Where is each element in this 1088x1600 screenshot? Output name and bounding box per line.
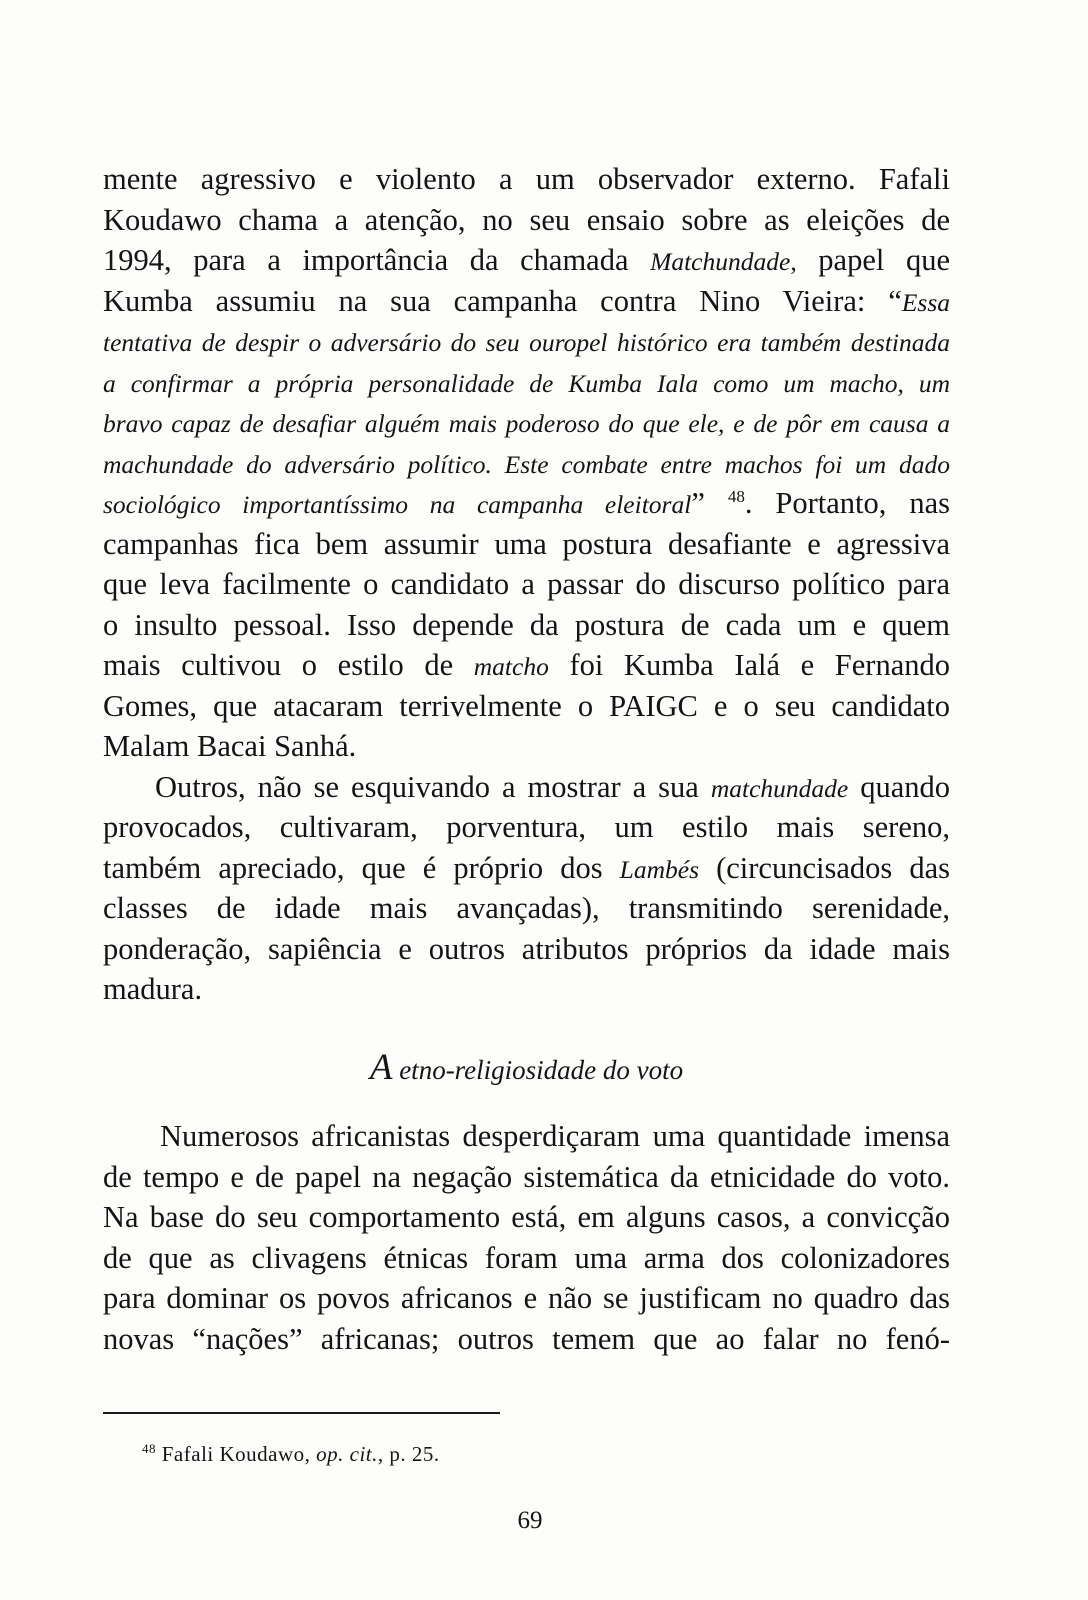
- text-segment: 1994, para a importância da chamada: [103, 243, 651, 277]
- paragraph-3: [103, 1116, 950, 1359]
- text-segment: também apreciado, que é próprio dos: [103, 850, 620, 885]
- text-line: [103, 1238, 950, 1279]
- section-heading: A etno-religiosidade do voto: [369, 1047, 684, 1088]
- italic-segment: sociológico importantíssimo na campanha eleitoral: [103, 490, 692, 519]
- text-segment: madura.: [103, 972, 203, 1006]
- text-segment: campanhas fica bem assumir uma postura desafiante e agressiva: [103, 526, 950, 561]
- text-line: [103, 726, 950, 767]
- paragraph-1: [103, 159, 950, 767]
- text-segment: (circuncisados das: [699, 850, 950, 885]
- text-line: [103, 1319, 950, 1360]
- footnote-text: Fafali Koudawo,: [156, 1442, 317, 1466]
- text-line: [103, 888, 950, 929]
- italic-segment: bravo capaz de desafiar alguém mais poderoso do que ele, e de pôr em causa a: [103, 409, 950, 438]
- italic-segment: Lambés: [619, 854, 700, 884]
- text-segment: mente agressivo e violento a um observador externo. Fafali: [103, 162, 950, 196]
- footnote-rule: [103, 1412, 500, 1414]
- text-line: [103, 524, 950, 565]
- paragraph-2: [103, 767, 950, 1010]
- text-segment: de tempo e de papel na negação sistemática da etnicidade do voto.: [103, 1159, 950, 1194]
- text-line: [103, 1116, 950, 1157]
- text-segment: mais cultivou o estilo de: [103, 648, 474, 682]
- text-line: [103, 1197, 950, 1238]
- footnote-reference: 48: [727, 487, 745, 506]
- text-line: [103, 200, 950, 241]
- text-line: [103, 321, 950, 362]
- italic-segment: Matchundade,: [650, 247, 797, 276]
- text-line: [103, 848, 950, 889]
- footnote-marker: 48: [142, 1441, 156, 1456]
- text-line: [103, 686, 950, 727]
- text-line: [103, 240, 950, 281]
- text-segment: Outros, não se esquivando a mostrar a sua: [155, 769, 711, 804]
- text-segment: novas “nações” africanas; outros temem que ao falar no fenó-: [103, 1321, 950, 1356]
- text-line: [103, 159, 950, 200]
- italic-segment: matcho: [473, 652, 549, 681]
- text-segment: . Portanto, nas: [744, 486, 950, 520]
- text-line: [103, 483, 950, 524]
- text-segment: Numerosos africanistas desperdiçaram uma quantidade imensa: [160, 1119, 950, 1153]
- text-segment: quando: [848, 769, 950, 804]
- text-segment: papel que: [796, 243, 950, 277]
- text-segment: provocados, cultivaram, porventura, um estilo mais sereno,: [103, 810, 950, 844]
- italic-segment: Essa: [901, 287, 950, 317]
- text-segment: de que as clivagens étnicas foram uma arma dos colonizadores: [103, 1240, 950, 1275]
- text-line: [103, 645, 950, 686]
- text-line: [103, 402, 950, 443]
- text-segment: classes de idade mais avançadas), transmitindo serenidade,: [103, 891, 950, 925]
- text-segment: que leva facilmente o candidato a passar do discurso político para: [103, 567, 950, 601]
- text-line: [103, 1278, 950, 1319]
- text-segment: o insulto pessoal. Isso depende da postura de cada um e quem: [103, 607, 950, 642]
- text-line: [103, 969, 950, 1010]
- footnote-italic-text: op. cit.: [316, 1442, 378, 1466]
- text-segment: foi Kumba Ialá e Fernando: [548, 648, 950, 682]
- italic-segment: a confirmar a própria personalidade de Kumba Iala como um macho, um: [103, 368, 950, 398]
- text-segment: Koudawo chama a atenção, no seu ensaio sobre as eleições de: [103, 202, 950, 237]
- text-block-main: [103, 159, 950, 1010]
- italic-segment: matchundade: [710, 773, 849, 803]
- italic-segment: tentativa de despir o adversário do seu ouropel histórico era também destinada: [103, 328, 950, 357]
- text-line: [103, 1157, 950, 1198]
- text-line: [103, 362, 950, 403]
- text-segment: para dominar os povos africanos e não se justificam no quadro das: [103, 1281, 950, 1315]
- text-segment: ponderação, sapiência e outros atributos próprios da idade mais: [103, 931, 950, 966]
- text-line: [103, 929, 950, 970]
- text-line: [103, 807, 950, 848]
- text-segment: Na base do seu comportamento está, em alguns casos, a convicção: [103, 1200, 950, 1234]
- footnote: [142, 1442, 440, 1466]
- footnote-text: , p. 25.: [377, 1442, 440, 1466]
- page-number: 69: [517, 1507, 543, 1534]
- text-line: [103, 443, 950, 484]
- text-segment: Kumba assumiu na sua campanha contra Nino Vieira: “: [103, 283, 902, 318]
- text-segment: Gomes, que atacaram terrivelmente o PAIGC e o seu candidato: [103, 688, 950, 723]
- text-block-section: [103, 1116, 950, 1359]
- text-segment: Malam Bacai Sanhá.: [103, 729, 357, 763]
- text-line: [103, 767, 950, 808]
- text-line: [103, 281, 950, 322]
- italic-segment: machundade do adversário político. Este combate entre machos foi um dado: [103, 449, 950, 479]
- text-line: [103, 564, 950, 605]
- text-segment: ”: [691, 486, 728, 520]
- text-line: [103, 605, 950, 646]
